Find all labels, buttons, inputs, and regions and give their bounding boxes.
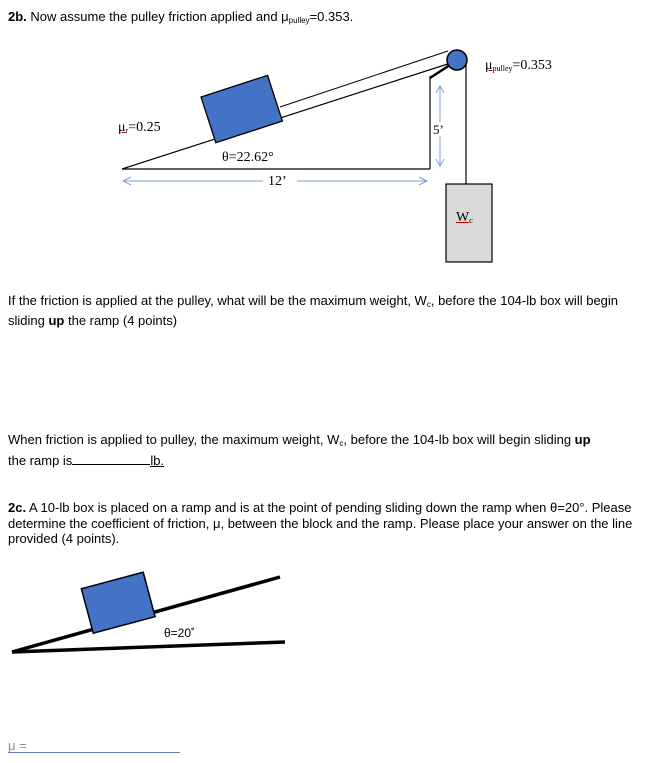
- title-end: =0.353.: [309, 9, 354, 24]
- pulley: [447, 50, 467, 70]
- angle-label-2c: θ=20˚: [164, 626, 196, 640]
- answer-mid: , before the 104-lb box will begin sliding: [343, 432, 575, 447]
- ramp-incline: [122, 61, 457, 169]
- block-10lb: [81, 572, 155, 633]
- question-text: If the friction is applied at the pulley, what will be the maximum weight, W: [8, 293, 427, 308]
- height-label: 5’: [433, 122, 444, 137]
- ramp-20-diagram: [0, 560, 665, 670]
- problem-number: 2b.: [8, 9, 27, 24]
- answer-subscript: c: [339, 439, 344, 448]
- problem-2c-body: A 10-lb box is placed on a ramp and is at the point of pending sliding down the ramp when θ=20°. Please determine the coefficient of friction, μ, between the block and the ramp. Please place your answer on the line provided (4 points).: [8, 500, 633, 546]
- question-bold-up: up: [48, 312, 65, 328]
- answer-blank-2b[interactable]: [72, 452, 150, 465]
- title-text: Now assume the pulley friction applied and μ: [26, 9, 289, 24]
- answer-line2-start: the ramp is: [8, 452, 73, 468]
- mu-pulley-label: $\mu_{pulley}=0.353$: [485, 58, 552, 73]
- question-end: the ramp (4 points): [64, 312, 178, 328]
- question-subscript: c: [426, 300, 431, 309]
- answer-text: When friction is applied to pulley, the maximum weight, W: [8, 432, 340, 447]
- weight-label: $W_c$: [456, 210, 473, 225]
- rope-incline: [280, 51, 448, 107]
- mu-answer-label: μ =: [8, 738, 27, 753]
- question-mid: , before the 104-lb box will begin sliding: [8, 293, 619, 328]
- question-2b: [8, 293, 658, 328]
- angle-label-2b: θ=22.62°: [222, 150, 274, 165]
- block-104lb: [201, 75, 282, 142]
- ramp-pulley-diagram: [0, 0, 665, 275]
- problem-2c-text: [8, 500, 663, 547]
- length-label: 12’: [268, 174, 287, 189]
- answer-bold-up: up: [574, 432, 591, 447]
- mu-answer-line[interactable]: [8, 752, 180, 753]
- mu-ramp-label: $\mu_r=0.25$: [118, 120, 161, 135]
- answer-2b: [8, 432, 663, 468]
- title-subscript: pulley: [288, 16, 310, 25]
- ramp2-base: [12, 642, 285, 652]
- answer-unit: lb.: [150, 452, 165, 468]
- problem-2c-number: 2c.: [8, 500, 27, 515]
